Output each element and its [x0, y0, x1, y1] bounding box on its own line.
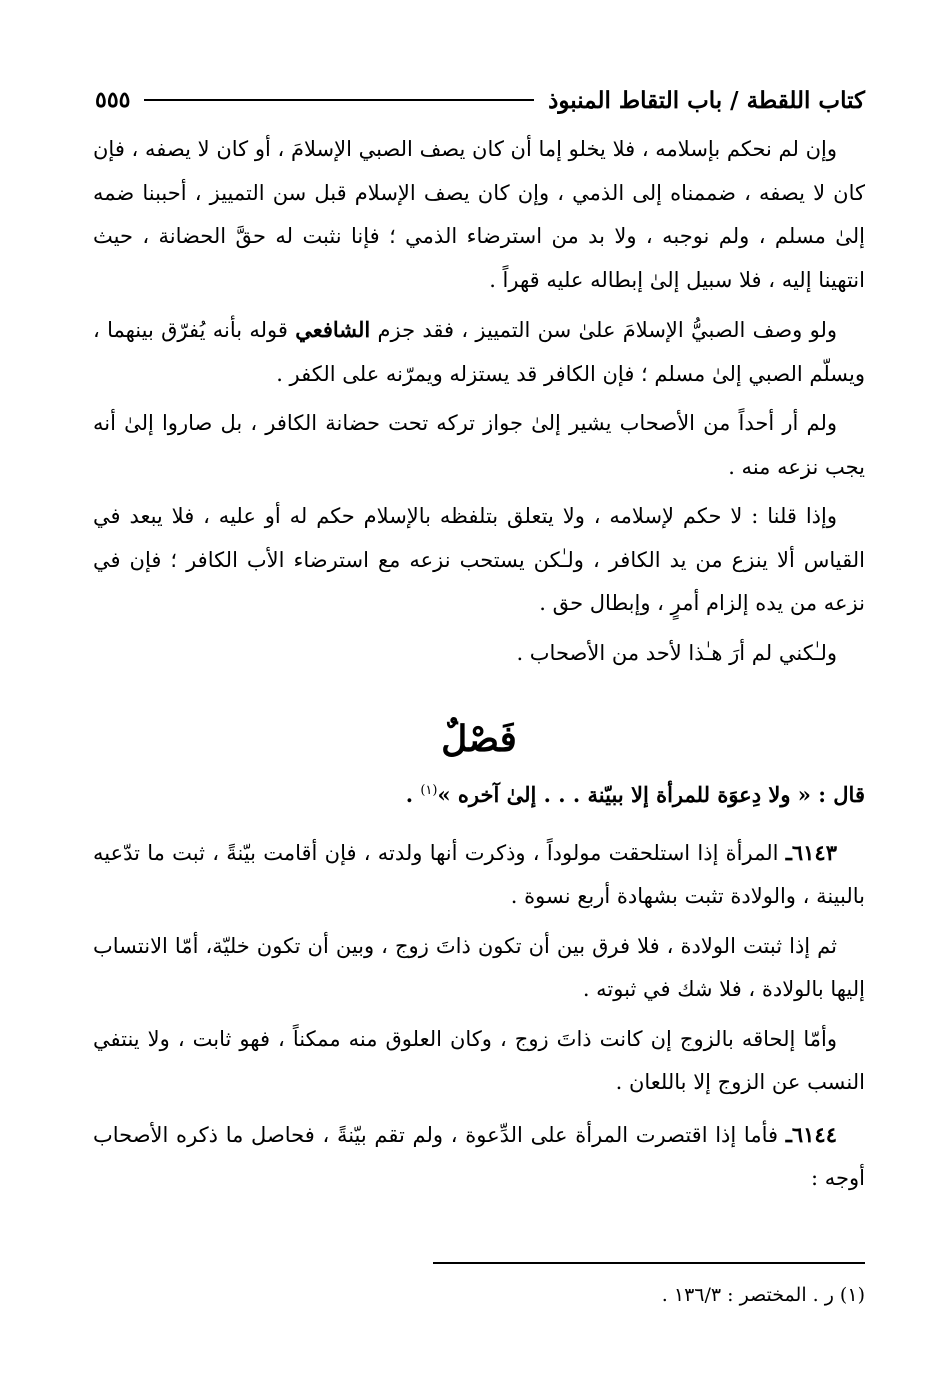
- paragraph-2: [93, 308, 865, 396]
- header-rule: [144, 99, 534, 101]
- page-number: ٥٥٥: [95, 87, 131, 113]
- paragraph-6144: [93, 1113, 865, 1201]
- quoted-text: [93, 769, 865, 817]
- paragraph-2-part-a: ولو وصف الصبيُّ الإسلامَ علىٰ سن التمييز ، فقد جزم: [370, 318, 837, 342]
- paragraph-6144-text: فأما إذا اقتصرت المرأة على الدِّعوة ، ولم تقم بيّنةً ، فحاصل ما ذكره الأصحاب أوجه :: [93, 1122, 865, 1190]
- paragraph-6143: [93, 831, 865, 919]
- main-text: [93, 128, 865, 1207]
- footnote-separator: [433, 1262, 865, 1264]
- paragraph-3: ولم أر أحداً من الأصحاب يشير إلىٰ جواز تركه تحت حضانة الكافر ، بل صاروا إلىٰ أنه يجب نزعه منه .: [93, 411, 865, 479]
- footnote: (١) ر . المختصر : ١٣٦/٣ .: [661, 1284, 865, 1306]
- header-title: كتاب اللقطة / باب التقاط المنبوذ: [548, 86, 865, 114]
- scholar-name: الشافعي: [295, 317, 371, 342]
- paragraph-number-6143: ٦١٤٣ـ: [785, 839, 837, 865]
- paragraph-7: ثم إذا ثبتت الولادة ، فلا فرق بين أن تكون ذاتَ زوج ، وبين أن تكون خليّة، أمّا الانتساب إليها بالولادة ، فلا شك في ثبوته .: [93, 933, 865, 1001]
- paragraph-6143-text: المرأة إذا استلحقت مولوداً ، وذكرت أنها ولدته ، فإن أقامت بيّنةً ، ثبت ما تدّعيه بالبينة ، والولادة تثبت بشهادة أربع نسوة .: [93, 840, 865, 908]
- quote-end: .: [405, 782, 421, 807]
- footnote-marker: (١): [420, 783, 438, 798]
- paragraph-4: وإذا قلنا : لا حكم لإسلامه ، ولا يتعلق بتلفظه بالإسلام حكم له أو عليه ، فلا يبعد في القياس ألا ينزع من يد الكافر ، ولـٰكن يستحب نزعه مع استرضاء الأب الكافر ؛ فإن في نزعه من يده إلزام أمرٍ ، وإبطال حق .: [93, 504, 865, 615]
- paragraph-1: وإن لم نحكم بإسلامه ، فلا يخلو إما أن كان يصف الصبي الإسلامَ ، أو كان لا يصفه ، فإن كان لا يصفه ، ضممناه إلى الذمي ، وإن كان يصف الإسلام قبل سن التمييز ، أحببنا ضمه إلىٰ مسلم ، ولم نوجبه ، ولا بد من استرضاء الذمي ؛ فإنا نثبت له حقَّ الحضانة ، حيث انتهينا إليه ، فلا سبيل إلىٰ إبطاله عليه قهراً .: [93, 137, 865, 292]
- section-heading: فَصْلٌ: [441, 718, 517, 760]
- paragraph-5: ولـٰكني لم أرَ هـٰذا لأحد من الأصحاب .: [516, 640, 837, 665]
- quote-body: قال : « ولا دِعوَة للمرأة إلا ببيّنة . . . إلىٰ آخره »: [437, 782, 865, 807]
- running-header: [95, 78, 865, 122]
- paragraph-number-6144: ٦١٤٤ـ: [785, 1121, 837, 1147]
- paragraph-8: وأمّا إلحاقه بالزوج إن كانت ذاتَ زوج ، وكان العلوق منه ممكناً ، فهو ثابت ، ولا ينتفي النسب عن الزوج إلا باللعان .: [93, 1026, 865, 1094]
- paragraph-2-part-b: قوله بأنه يُفرّق بينهما ، ويسلّم الصبي إلىٰ مسلم ؛ فإن الكافر قد يستزله ويمرّنه على الكفر .: [93, 318, 865, 386]
